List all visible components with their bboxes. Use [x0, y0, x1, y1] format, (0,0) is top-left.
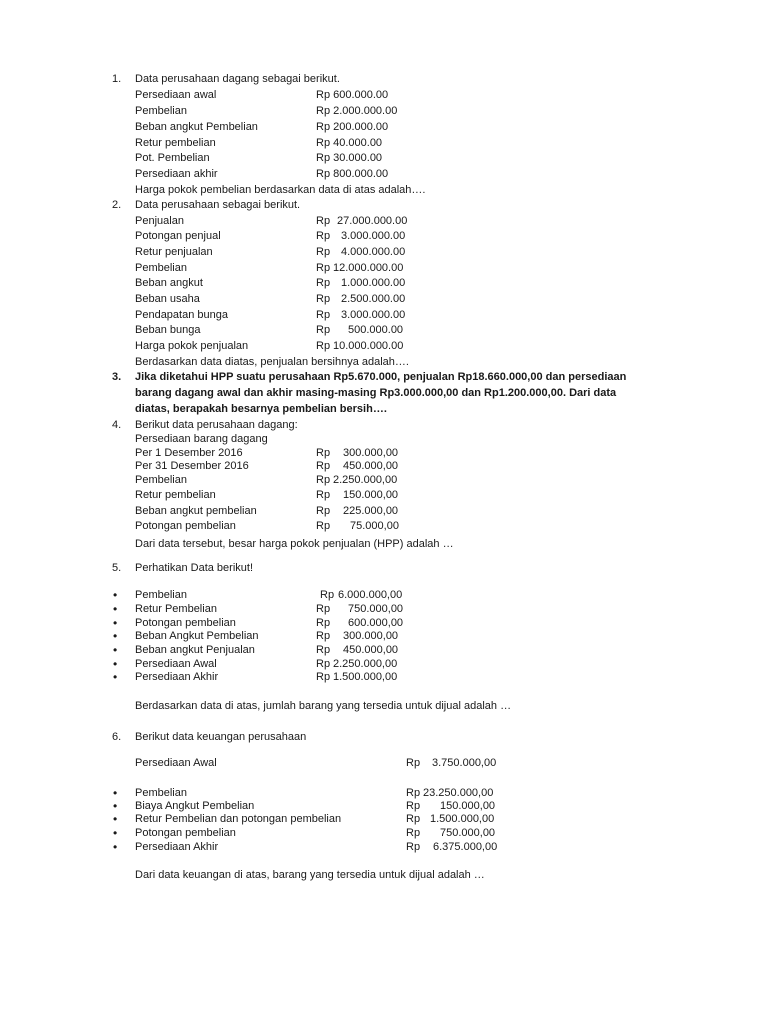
item-amount: 23.250.000,00 [423, 787, 494, 799]
item-currency: Rp [316, 246, 331, 258]
question-line: diatas, berapakah besarnya pembelian bersih…. [135, 403, 387, 415]
item-label: Persediaan Awal [135, 757, 217, 769]
item-amount: 12.000.000.00 [333, 262, 404, 274]
question-intro: Data perusahaan sebagai berikut. [135, 199, 301, 211]
item-label: Per 1 Desember 2016 [135, 447, 243, 459]
question-number: 2. [112, 199, 122, 211]
item-amount: 750.000,00 [348, 603, 404, 615]
item-label: Persediaan akhir [135, 168, 218, 180]
item-currency: Rp [406, 787, 421, 799]
item-label: Pembelian [135, 589, 187, 601]
question-line: barang dagang awal dan akhir masing-masing Rp3.000.000,00 dan Rp1.200.000,00. Dari data [135, 387, 617, 399]
question-number: 1. [112, 73, 122, 85]
bullet-icon: • [113, 657, 118, 671]
item-label: Pembelian [135, 105, 187, 117]
item-label: Retur Pembelian [135, 603, 217, 615]
item-label: Potongan pembelian [135, 827, 236, 839]
item-currency: Rp [316, 215, 331, 227]
item-currency: Rp [316, 324, 331, 336]
item-currency: Rp [316, 617, 331, 629]
item-label: Potongan penjual [135, 230, 221, 242]
item-amount: 750.000,00 [440, 827, 496, 839]
item-amount: 2.500.000.00 [341, 293, 406, 305]
item-label: Potongan pembelian [135, 617, 236, 629]
item-label: Pembelian [135, 262, 187, 274]
bullet-icon: • [113, 799, 118, 813]
item-currency: Rp [316, 671, 331, 683]
item-currency: Rp [406, 813, 421, 825]
item-currency: Rp [406, 757, 421, 769]
item-currency: Rp [316, 505, 331, 517]
item-currency: Rp [316, 644, 331, 656]
bullet-icon: • [113, 786, 118, 800]
item-amount: 300.000,00 [343, 630, 399, 642]
item-amount: 2.250.000,00 [333, 474, 398, 486]
question-number: 4. [112, 419, 122, 431]
item-amount: 10.000.000.00 [333, 340, 404, 352]
item-label: Persediaan Akhir [135, 671, 219, 683]
bullet-icon: • [113, 588, 118, 602]
item-amount: 600.000,00 [348, 617, 404, 629]
item-label: Persediaan awal [135, 89, 217, 101]
item-currency: Rp [316, 293, 331, 305]
question-line: Jika diketahui HPP suatu perusahaan Rp5.670.000, penjualan Rp18.660.000,00 dan persediaan [135, 371, 627, 383]
item-label: Biaya Angkut Pembelian [135, 800, 255, 812]
item-amount: 450.000,00 [343, 644, 399, 656]
sub-heading: Persediaan barang dagang [135, 433, 268, 445]
item-currency: Rp [320, 589, 335, 601]
bullet-icon: • [113, 616, 118, 630]
item-label: Retur penjualan [135, 246, 213, 258]
item-amount: 1.500.000,00 [430, 813, 495, 825]
item-label: Beban angkut pembelian [135, 505, 257, 517]
item-amount: 450.000,00 [343, 460, 399, 472]
question-text: Berdasarkan data diatas, penjualan bersihnya adalah…. [135, 356, 409, 368]
question-text: Harga pokok pembelian berdasarkan data di atas adalah…. [135, 184, 426, 196]
item-currency: Rp [316, 474, 331, 486]
item-label: Pot. Pembelian [135, 152, 210, 164]
item-label: Pendapatan bunga [135, 309, 228, 321]
item-label: Retur pembelian [135, 489, 216, 501]
question-intro: Data perusahaan dagang sebagai berikut. [135, 73, 340, 85]
item-label: Retur pembelian [135, 137, 216, 149]
item-label: Pembelian [135, 474, 187, 486]
item-value: Rp 200.000.00 [316, 121, 389, 133]
item-label: Persediaan Awal [135, 658, 217, 670]
question-number: 5. [112, 562, 122, 574]
question-text: Berdasarkan data di atas, jumlah barang yang tersedia untuk dijual adalah … [135, 700, 512, 712]
item-label: Beban bunga [135, 324, 201, 336]
item-label: Harga pokok penjualan [135, 340, 249, 352]
item-amount: 500.000.00 [348, 324, 404, 336]
item-label: Beban angkut [135, 277, 203, 289]
item-value: Rp 2.000.000.00 [316, 105, 398, 117]
item-amount: 1.000.000.00 [341, 277, 406, 289]
item-currency: Rp [316, 460, 331, 472]
item-amount: 75.000,00 [350, 520, 399, 532]
question-intro: Berikut data perusahaan dagang: [135, 419, 298, 431]
question-number: 3. [112, 371, 122, 383]
item-currency: Rp [316, 340, 331, 352]
item-currency: Rp [316, 658, 331, 670]
item-amount: 3.000.000.00 [341, 309, 406, 321]
item-value: Rp 600.000.00 [316, 89, 389, 101]
item-currency: Rp [316, 262, 331, 274]
bullet-icon: • [113, 840, 118, 854]
question-number: 6. [112, 731, 122, 743]
item-amount: 225.000,00 [343, 505, 399, 517]
item-value: Rp 40.000.00 [316, 137, 383, 149]
item-label: Potongan pembelian [135, 520, 236, 532]
item-amount: 27.000.000.00 [337, 215, 408, 227]
item-amount: 6.375.000,00 [433, 841, 498, 853]
item-amount: 150.000,00 [440, 800, 496, 812]
item-currency: Rp [316, 447, 331, 459]
item-currency: Rp [316, 489, 331, 501]
item-value: Rp 30.000.00 [316, 152, 383, 164]
question-intro: Perhatikan Data berikut! [135, 562, 254, 574]
item-currency: Rp [316, 230, 331, 242]
item-currency: Rp [316, 630, 331, 642]
item-currency: Rp [406, 827, 421, 839]
bullet-icon: • [113, 629, 118, 643]
bullet-icon: • [113, 812, 118, 826]
bullet-icon: • [113, 602, 118, 616]
bullet-icon: • [113, 643, 118, 657]
item-label: Beban angkut Penjualan [135, 644, 255, 656]
bullet-icon: • [113, 826, 118, 840]
question-intro: Berikut data keuangan perusahaan [135, 731, 307, 743]
item-label: Per 31 Desember 2016 [135, 460, 249, 472]
item-label: Persediaan Akhir [135, 841, 219, 853]
item-currency: Rp [406, 841, 421, 853]
bullet-icon: • [113, 670, 118, 684]
item-currency: Rp [316, 520, 331, 532]
item-amount: 1.500.000,00 [333, 671, 398, 683]
item-value: Rp 800.000.00 [316, 168, 389, 180]
item-label: Beban usaha [135, 293, 200, 305]
item-amount: 150.000,00 [343, 489, 399, 501]
item-currency: Rp [316, 603, 331, 615]
question-text: Dari data keuangan di atas, barang yang tersedia untuk dijual adalah … [135, 869, 485, 881]
item-label: Retur Pembelian dan potongan pembelian [135, 813, 342, 825]
item-amount: 6.000.000,00 [338, 589, 403, 601]
item-amount: 3.750.000,00 [432, 757, 497, 769]
item-amount: 3.000.000.00 [341, 230, 406, 242]
item-label: Beban angkut Pembelian [135, 121, 258, 133]
question-text: Dari data tersebut, besar harga pokok penjualan (HPP) adalah … [135, 538, 454, 550]
item-amount: 4.000.000.00 [341, 246, 406, 258]
item-currency: Rp [406, 800, 421, 812]
item-currency: Rp [316, 277, 331, 289]
item-label: Penjualan [135, 215, 184, 227]
item-label: Pembelian [135, 787, 187, 799]
item-amount: 300.000,00 [343, 447, 399, 459]
item-amount: 2.250.000,00 [333, 658, 398, 670]
item-currency: Rp [316, 309, 331, 321]
item-label: Beban Angkut Pembelian [135, 630, 259, 642]
